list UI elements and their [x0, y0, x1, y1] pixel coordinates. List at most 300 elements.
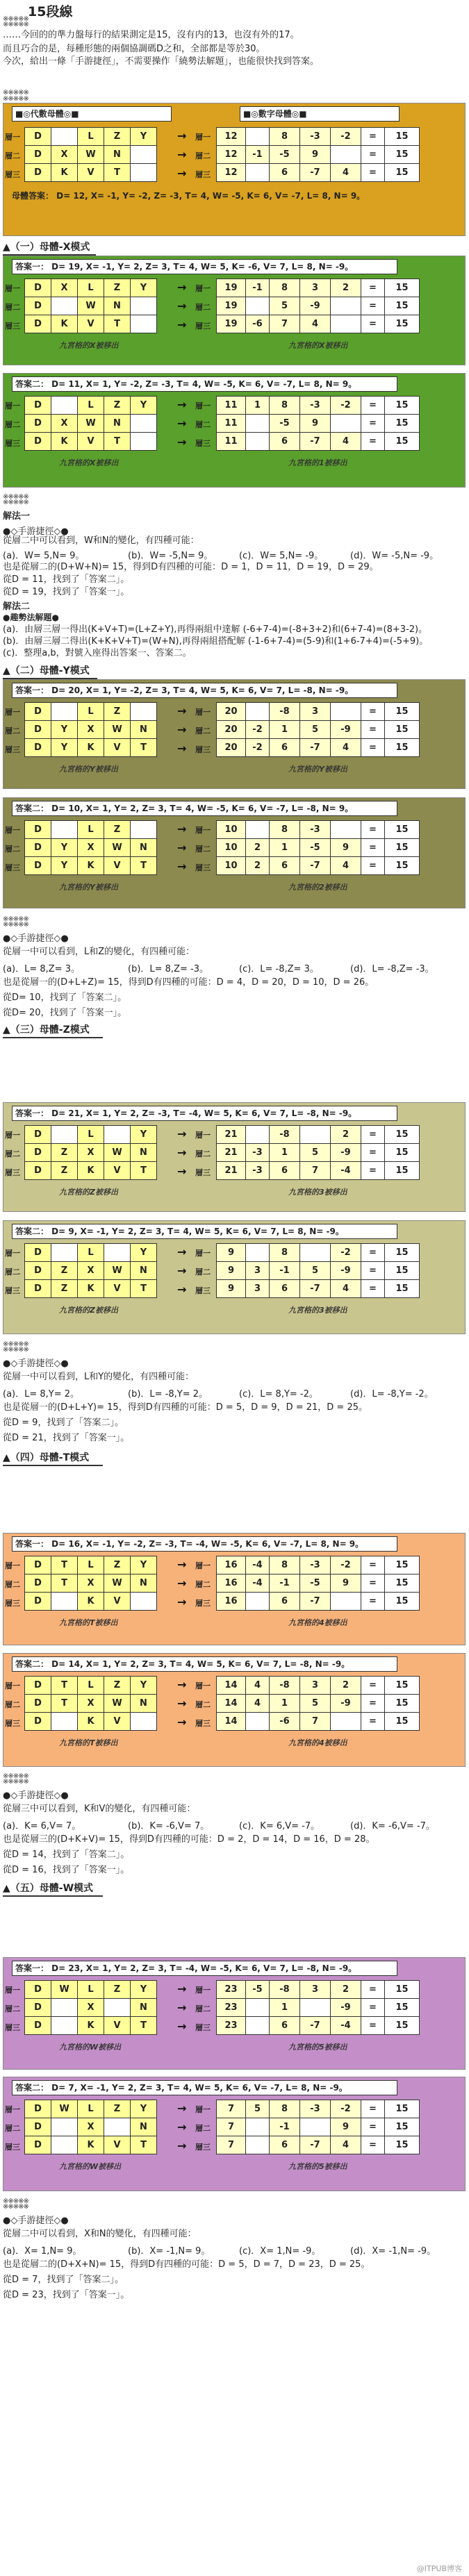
row-label: 層三 [195, 439, 211, 448]
mother-header-letters: ■◎代數母體◎■ [12, 106, 172, 122]
section-title: ▲（四）母體-T模式 [3, 1450, 100, 1464]
grid-cell: 10 [217, 839, 246, 857]
grid-cell: Y [51, 857, 78, 875]
arrow-icon: → [177, 398, 187, 411]
grid-row [217, 1262, 420, 1280]
grid-cell: D [25, 821, 51, 839]
grid-row [25, 1280, 157, 1298]
grid-cell: 6 [270, 1280, 300, 1298]
grid-cell: -7 [300, 2136, 331, 2154]
separator: ※※※※※ [3, 21, 28, 28]
letter-grid [24, 127, 157, 182]
grid-row [217, 1162, 420, 1180]
grid-cell: 8 [270, 279, 300, 297]
grid-row [217, 397, 420, 415]
letter-grid [24, 1125, 157, 1180]
row-label: 層二 [5, 1149, 20, 1158]
grid-cell [131, 146, 157, 164]
option-b: (b)．L= 8,Z= -3。 [128, 964, 208, 974]
grid-cell: -4 [331, 2017, 361, 2035]
answer-card [3, 1653, 466, 1767]
grid-cell: 6 [270, 1162, 300, 1180]
grid-cell: 7 [217, 2136, 246, 2154]
grid-cell [104, 1244, 131, 1262]
grid-cell: 9 [300, 146, 331, 164]
grid-row [25, 164, 157, 182]
grid-cell: -7 [300, 1280, 331, 1298]
removed-note: 九宮格的2被移出 [288, 883, 347, 892]
separator: ※※※※※ [3, 921, 28, 929]
arrow-icon: → [177, 1678, 187, 1691]
grid-cell: 15 [385, 2136, 420, 2154]
arrow-icon: → [177, 299, 187, 313]
row-label: 層二 [5, 303, 20, 312]
row-label: 層三 [195, 745, 211, 754]
grid-cell: = [361, 433, 385, 451]
option-c: (c)．L= 8,Y= -2。 [239, 1389, 318, 1399]
method-subtitle: ●趣勢法解題● [3, 613, 59, 622]
mother-header-numbers: ■◎數字母體◎■ [240, 106, 400, 122]
grid-cell: D [25, 164, 51, 182]
grid-cell: 1 [270, 1144, 300, 1162]
grid-cell: 1 [270, 839, 300, 857]
grid-cell: = [361, 721, 385, 739]
grid-row [217, 1999, 420, 2017]
intro-line: ……今回的的準力盤每行的結果測定是15，沒有内的13，也沒有外的17。 [3, 30, 299, 40]
arrow-icon: → [177, 1283, 187, 1296]
grid-cell [51, 2118, 78, 2136]
grid-cell: D [25, 703, 51, 721]
option-c: (c)．X= 1,N= -9。 [239, 2246, 321, 2257]
arrow-icon: → [177, 822, 187, 836]
arrow-icon: → [177, 1697, 187, 1710]
grid-cell [300, 1999, 331, 2017]
section-title: ▲（一）母體-X模式 [3, 240, 93, 254]
tip-title: ●◇手游捷徑◇● [3, 933, 69, 944]
grid-row [25, 2136, 157, 2154]
grid-cell: -5 [270, 415, 300, 433]
grid-cell: T [51, 1677, 78, 1695]
text-line: (b)．由層三層二得出(K+K+V+T)=(W+N),再得兩組搭配解 (-1-6+7-4)=(5-9)和(1+6-7+4)=(-5+9)。 [3, 636, 429, 647]
grid-cell: D [25, 397, 51, 415]
row-label: 層二 [195, 1268, 211, 1277]
grid-row [217, 1126, 420, 1144]
grid-cell: T [104, 315, 131, 333]
grid-row [25, 279, 157, 297]
grid-cell: Z [104, 128, 131, 146]
option-c: (c)．L= -8,Z= 3。 [239, 964, 319, 974]
grid-cell: -7 [300, 164, 331, 182]
grid-row [217, 433, 420, 451]
separator: ※※※※※ [3, 915, 28, 923]
grid-cell: Z [104, 397, 131, 415]
row-label: 層一 [195, 133, 211, 142]
grid-cell: -7 [300, 2017, 331, 2035]
grid-cell: L [78, 279, 104, 297]
row-label: 層二 [5, 1580, 20, 1589]
arrow-icon: → [177, 1595, 187, 1609]
grid-cell: W [104, 721, 131, 739]
grid-cell: 11 [217, 397, 246, 415]
grid-cell: L [78, 1981, 104, 1999]
grid-cell: D [25, 1695, 51, 1713]
grid-cell: 9 [331, 1574, 361, 1593]
grid-cell: 19 [217, 297, 246, 315]
arrow-icon: → [177, 860, 187, 873]
grid-cell [51, 297, 78, 315]
grid-row [217, 857, 420, 875]
row-label: 層三 [195, 2143, 211, 2152]
grid-cell: = [361, 857, 385, 875]
removed-note: 九宮格的X被移出 [59, 341, 119, 350]
grid-cell: 15 [385, 839, 420, 857]
grid-cell: 6 [270, 2017, 300, 2035]
grid-cell: -7 [300, 739, 331, 757]
grid-row [217, 279, 420, 297]
grid-cell: D [25, 1162, 51, 1180]
arrow-icon: → [177, 2020, 187, 2033]
grid-cell [51, 1713, 78, 1731]
row-label: 層一 [5, 401, 20, 410]
grid-row [217, 2100, 420, 2118]
grid-row [25, 297, 157, 315]
grid-row [25, 433, 157, 451]
grid-cell: 2 [331, 1677, 361, 1695]
grid-row [25, 739, 157, 757]
grid-cell [331, 297, 361, 315]
row-label: 層三 [195, 170, 211, 179]
answer-header: 答案二： D= 9, X= -1, Y= 2, Z= 3, T= 4, W= 5, K= 6, V= 7, L= 8, N= -9。 [12, 1224, 397, 1239]
grid-cell: Z [51, 1262, 78, 1280]
grid-cell [51, 397, 78, 415]
grid-cell: L [78, 397, 104, 415]
arrow-icon: → [177, 2120, 187, 2134]
grid-cell: N [131, 1999, 157, 2017]
grid-row [217, 1695, 420, 1713]
row-label: 層二 [5, 726, 20, 736]
grid-cell [300, 1126, 331, 1144]
grid-cell: K [78, 2017, 104, 2035]
grid-cell: -9 [331, 721, 361, 739]
grid-cell [331, 315, 361, 333]
grid-cell: 2 [246, 839, 270, 857]
grid-cell [331, 821, 361, 839]
grid-cell [51, 2136, 78, 2154]
grid-cell: 10 [217, 857, 246, 875]
option-b: (b)．W= -5,N= 9。 [128, 551, 213, 561]
row-label: 層二 [5, 2124, 20, 2133]
grid-cell: 21 [217, 1126, 246, 1144]
row-label: 層三 [5, 2143, 20, 2152]
grid-cell [246, 433, 270, 451]
grid-cell: 14 [217, 1677, 246, 1695]
letter-grid [24, 2100, 157, 2154]
answer-header: 答案一： D= 19, X= -1, Y= 2, Z= 3, T= 4, W= 5, K= -6, V= 7, L= 8, N= -9。 [12, 259, 397, 274]
grid-cell: = [361, 1126, 385, 1144]
grid-cell: 4 [331, 164, 361, 182]
grid-row [25, 1556, 157, 1574]
answer-header: 答案一： D= 16, X= -1, Y= -2, Z= -3, T= -4, W= -5, K= 6, V= -7, L= 8, N= 9。 [12, 1536, 397, 1552]
mother-answer: 母體答案： D= 12, X= -1, Y= -2, Z= -3, T= 4, W= -5, K= 6, V= -7, L= 8, N= 9。 [12, 191, 365, 201]
grid-cell: 7 [217, 2100, 246, 2118]
grid-cell: = [361, 415, 385, 433]
grid-row [25, 315, 157, 333]
grid-cell: 15 [385, 2118, 420, 2136]
removed-note: 九宮格的X被移出 [59, 458, 119, 467]
grid-cell: 7 [300, 1713, 331, 1731]
row-label: 層二 [5, 1700, 20, 1709]
grid-row [25, 2118, 157, 2136]
row-label: 層三 [195, 1168, 211, 1177]
grid-cell: D [25, 1126, 51, 1144]
grid-row [25, 839, 157, 857]
grid-row [217, 1593, 420, 1611]
grid-cell [51, 821, 78, 839]
grid-cell: W [51, 2100, 78, 2118]
grid-cell: 1 [270, 1695, 300, 1713]
grid-cell: N [131, 2118, 157, 2136]
grid-cell: 6 [270, 857, 300, 875]
option-d: (d)．L= -8,Z= -3。 [350, 964, 434, 974]
grid-cell [131, 297, 157, 315]
grid-cell: 4 [331, 857, 361, 875]
grid-cell [131, 164, 157, 182]
grid-cell: 14 [217, 1713, 246, 1731]
answer-card [3, 373, 466, 488]
grid-cell: = [361, 1999, 385, 2017]
separator: ※※※※※ [3, 95, 28, 103]
grid-cell: -2 [246, 739, 270, 757]
arrow-icon: → [177, 1165, 187, 1178]
grid-cell: L [78, 1244, 104, 1262]
option-c: (c)．K= 6,V= -7。 [239, 1821, 320, 1831]
grid-cell: V [78, 315, 104, 333]
grid-cell: -3 [300, 128, 331, 146]
grid-cell: D [25, 433, 51, 451]
grid-cell: -6 [246, 315, 270, 333]
grid-cell: = [361, 397, 385, 415]
arrow-icon: → [177, 1245, 187, 1258]
grid-cell: 15 [385, 315, 420, 333]
grid-cell: 12 [217, 164, 246, 182]
option-a: (a)．L= 8,Z= 3。 [3, 964, 80, 974]
section-title: ▲（五）母體-W模式 [3, 1881, 100, 1895]
option-b: (b)．K= -6,V= 7。 [128, 1821, 210, 1831]
grid-cell: -2 [331, 1244, 361, 1262]
grid-row [25, 2017, 157, 2035]
tip-title: ●◇手游捷徑◇● [3, 1790, 69, 1801]
grid-cell: 15 [385, 1593, 420, 1611]
removed-note: 九宮格的4被移出 [288, 1738, 347, 1747]
letter-grid [24, 702, 157, 757]
grid-cell: T [51, 1574, 78, 1593]
removed-note: 九宮格的W被移出 [59, 2162, 122, 2171]
removed-note: 九宮格的3被移出 [288, 1188, 347, 1197]
grid-cell: 5 [246, 2100, 270, 2118]
grid-cell: = [361, 128, 385, 146]
row-label: 層一 [5, 1249, 20, 1258]
grid-cell: 15 [385, 1262, 420, 1280]
grid-cell: -9 [331, 1262, 361, 1280]
grid-cell: V [104, 1593, 131, 1611]
removed-note: 九宮格的T被移出 [59, 1738, 118, 1747]
answer-header: 答案一： D= 20, X= 1, Y= -2, Z= 3, T= 4, W= 5, K= 6, V= 7, L= -8, N= -9。 [12, 683, 397, 698]
grid-cell: = [361, 1262, 385, 1280]
grid-cell: D [25, 721, 51, 739]
grid-cell: 15 [385, 128, 420, 146]
grid-cell: 8 [270, 1244, 300, 1262]
row-label: 層二 [195, 1580, 211, 1589]
grid-cell: 5 [300, 721, 331, 739]
grid-cell: D [25, 1713, 51, 1731]
grid-row [25, 1999, 157, 2017]
grid-cell: 15 [385, 297, 420, 315]
grid-cell: -3 [246, 1162, 270, 1180]
grid-cell: = [361, 164, 385, 182]
row-label: 層二 [195, 1149, 211, 1158]
text-line: 從D = 19，找到了「答案一」。 [3, 587, 130, 597]
grid-cell: X [78, 721, 104, 739]
arrow-icon: → [177, 1127, 187, 1140]
grid-cell: 19 [217, 279, 246, 297]
removed-note: 九宮格的Y被移出 [59, 883, 118, 892]
grid-cell: K [51, 315, 78, 333]
grid-cell: K [78, 739, 104, 757]
text-line: 從層三中可以看到，K和V的變化，有四種可能： [3, 1804, 196, 1814]
row-label: 層三 [5, 1599, 20, 1608]
grid-cell: X [78, 1999, 104, 2017]
grid-cell: D [25, 279, 51, 297]
row-label: 層一 [5, 826, 20, 835]
text-line: 也是從層二的(D+W+N)= 15，得到D有四種的可能：D = 1，D = 11，D = 19，D = 29。 [3, 562, 379, 572]
grid-cell: X [78, 1144, 104, 1162]
grid-cell: W [104, 1262, 131, 1280]
grid-cell: Y [131, 279, 157, 297]
grid-cell: Z [51, 1144, 78, 1162]
arrow-icon: → [177, 129, 187, 142]
grid-cell: V [104, 1713, 131, 1731]
grid-cell: 14 [217, 1695, 246, 1713]
grid-cell: Z [104, 1981, 131, 1999]
grid-cell: 11 [217, 415, 246, 433]
answer-header: 答案二： D= 7, X= -1, Y= 2, Z= 3, T= 4, W= 5, K= 6, V= -7, L= 8, N= -9。 [12, 2080, 397, 2095]
separator: ※※※※※ [3, 499, 28, 506]
grid-cell: -3 [300, 821, 331, 839]
tip-title: ●◇手游捷徑◇● [3, 1358, 69, 1369]
grid-cell [131, 315, 157, 333]
grid-cell: -2 [331, 128, 361, 146]
grid-cell: -5 [300, 1574, 331, 1593]
number-grid [216, 702, 420, 757]
grid-cell: L [78, 1556, 104, 1574]
grid-row [25, 1574, 157, 1593]
grid-cell: 9 [217, 1244, 246, 1262]
grid-cell [246, 703, 270, 721]
option-a: (a)．W= 5,N= 9。 [3, 551, 85, 561]
grid-cell: T [104, 433, 131, 451]
arrow-icon: → [177, 742, 187, 755]
row-label: 層一 [5, 1681, 20, 1690]
grid-cell: W [78, 297, 104, 315]
removed-note: 九宮格的5被移出 [288, 2162, 347, 2171]
answer-card [3, 679, 466, 789]
number-grid [216, 396, 420, 451]
grid-cell: = [361, 2118, 385, 2136]
grid-cell: 15 [385, 146, 420, 164]
page-title: 15段線 [28, 4, 73, 19]
grid-cell: K [78, 857, 104, 875]
grid-cell: 9 [217, 1280, 246, 1298]
grid-cell: 6 [270, 433, 300, 451]
grid-cell: 15 [385, 703, 420, 721]
grid-cell: D [25, 415, 51, 433]
section-title: ▲（二）母體-Y模式 [3, 663, 94, 677]
grid-cell [246, 128, 270, 146]
grid-cell: -4 [331, 1162, 361, 1180]
grid-cell: -1 [246, 146, 270, 164]
grid-cell: 9 [331, 2118, 361, 2136]
text-line: 從層二中可以看到，X和N的變化，有四種可能： [3, 2229, 197, 2239]
grid-cell: N [104, 415, 131, 433]
grid-cell [104, 1126, 131, 1144]
separator: ※※※※※ [3, 1346, 28, 1354]
option-d: (d)．L= -8,Y= -2。 [350, 1389, 434, 1399]
grid-cell: 5 [300, 1695, 331, 1713]
separator: ※※※※※ [3, 15, 28, 23]
grid-row [217, 315, 420, 333]
tip-title: ●◇手游捷徑◇● [3, 526, 69, 537]
grid-cell: = [361, 1695, 385, 1713]
grid-cell: = [361, 2017, 385, 2035]
grid-cell: D [25, 1144, 51, 1162]
grid-cell [331, 1713, 361, 1731]
arrow-icon: → [177, 435, 187, 449]
grid-cell: 10 [217, 821, 246, 839]
grid-cell: Y [51, 739, 78, 757]
grid-cell: Y [131, 397, 157, 415]
letter-grid [24, 1556, 157, 1611]
grid-cell [246, 2118, 270, 2136]
grid-cell: T [51, 1695, 78, 1713]
grid-cell [131, 1593, 157, 1611]
answer-header: 答案一： D= 23, X= 1, Y= 2, Z= 3, T= -4, W= -5, K= 6, V= 7, L= -8, N= -9。 [12, 1961, 397, 1976]
grid-row [217, 1574, 420, 1593]
tip-title: ●◇手游捷徑◇● [3, 2216, 69, 2226]
grid-cell: 20 [217, 739, 246, 757]
grid-cell: X [51, 415, 78, 433]
grid-cell [51, 128, 78, 146]
row-label: 層二 [5, 420, 20, 429]
method-title: 解法一 [3, 511, 31, 522]
grid-row [25, 821, 157, 839]
grid-cell: = [361, 2100, 385, 2118]
grid-cell: -3 [300, 1556, 331, 1574]
answer-card [3, 2077, 466, 2191]
grid-cell [300, 2118, 331, 2136]
grid-row [25, 1695, 157, 1713]
grid-cell: T [131, 857, 157, 875]
row-label: 層一 [195, 2105, 211, 2114]
grid-cell [131, 821, 157, 839]
row-label: 層二 [195, 1700, 211, 1709]
removed-note: 九宮格的5被移出 [288, 2043, 347, 2052]
row-label: 層一 [195, 708, 211, 717]
row-label: 層二 [195, 2004, 211, 2013]
letter-grid [24, 1980, 157, 2035]
grid-cell: 16 [217, 1556, 246, 1574]
grid-cell [246, 2017, 270, 2035]
grid-cell [246, 297, 270, 315]
